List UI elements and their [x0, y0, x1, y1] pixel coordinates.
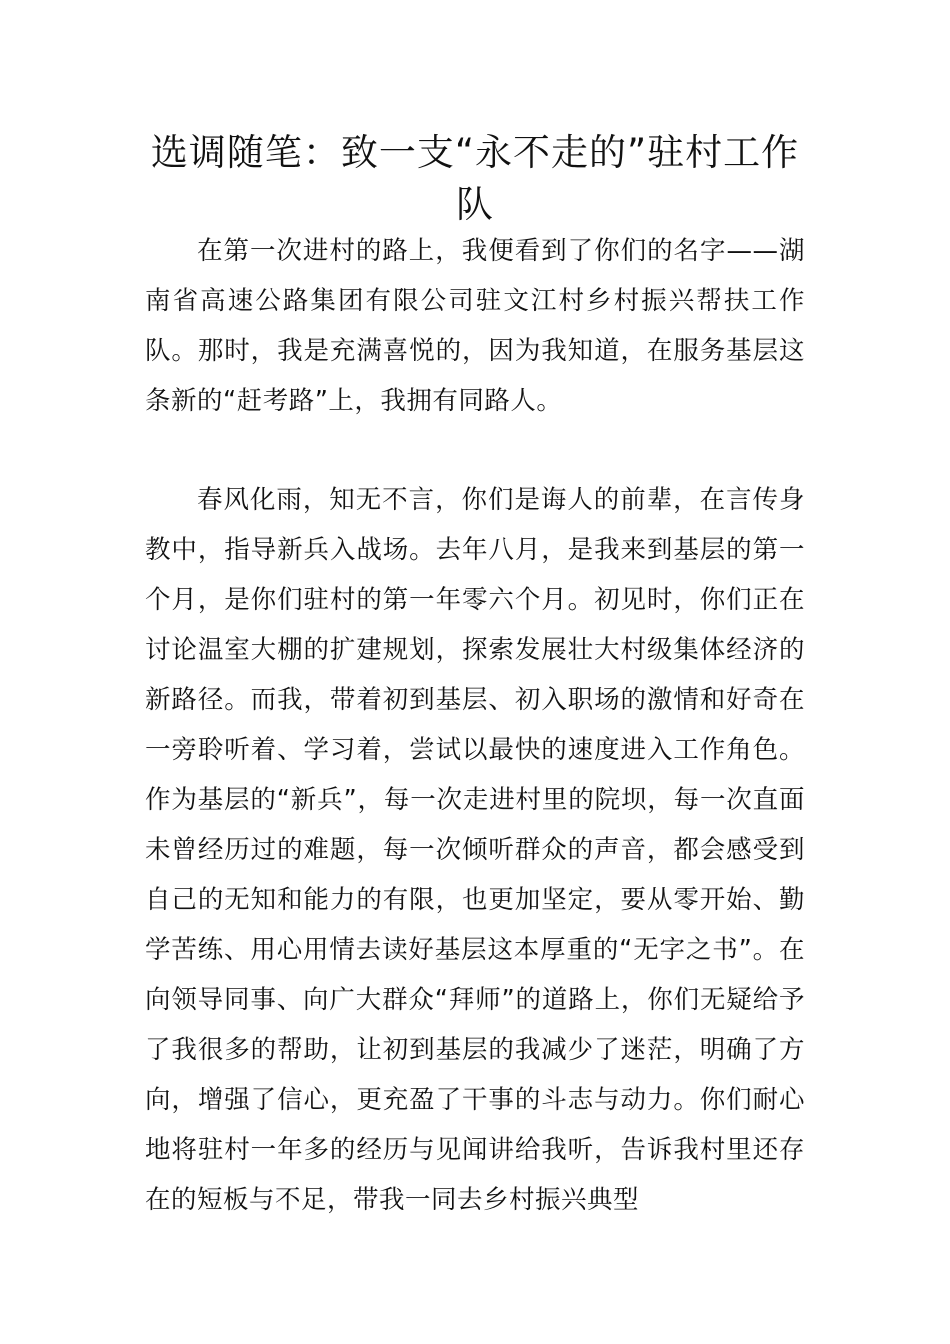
- paragraph-2: 春风化雨，知无不言，你们是诲人的前辈，在言传身教中，指导新兵入战场。去年八月，是我来到基层的第一个月，是你们驻村的第一年零六个月。初见时，你们正在讨论温室大棚的扩建规划，探索发展壮大村级集体经济的新路径。而我，带着初到基层、初入职场的激情和好奇在一旁聆听着、学习着，尝试以最快的速度进入工作角色。作为基层的“新兵”，每一次走进村里的院坝，每一次直面未曾经历过的难题，每一次倾听群众的声音，都会感受到自己的无知和能力的有限，也更加坚定，要从零开始、勤学苦练、用心用情去读好基层这本厚重的“无字之书”。在向领导同事、向广大群众“拜师”的道路上，你们无疑给予了我很多的帮助，让初到基层的我减少了迷茫，明确了方向，增强了信心，更充盈了干事的斗志与动力。你们耐心地将驻村一年多的经历与见闻讲给我听，告诉我村里还存在的短板与不足，带我一同去乡村振兴典型: [145, 485, 805, 1215]
- paragraph-1: 在第一次进村的路上，我便看到了你们的名字——湖南省高速公路集团有限公司驻文江村乡村振兴帮扶工作队。那时，我是充满喜悦的，因为我知道，在服务基层这条新的“赶考路”上，我拥有同路人。: [145, 236, 805, 416]
- document-title: 选调随笔：致一支“永不走的”驻村工作队: [150, 131, 800, 226]
